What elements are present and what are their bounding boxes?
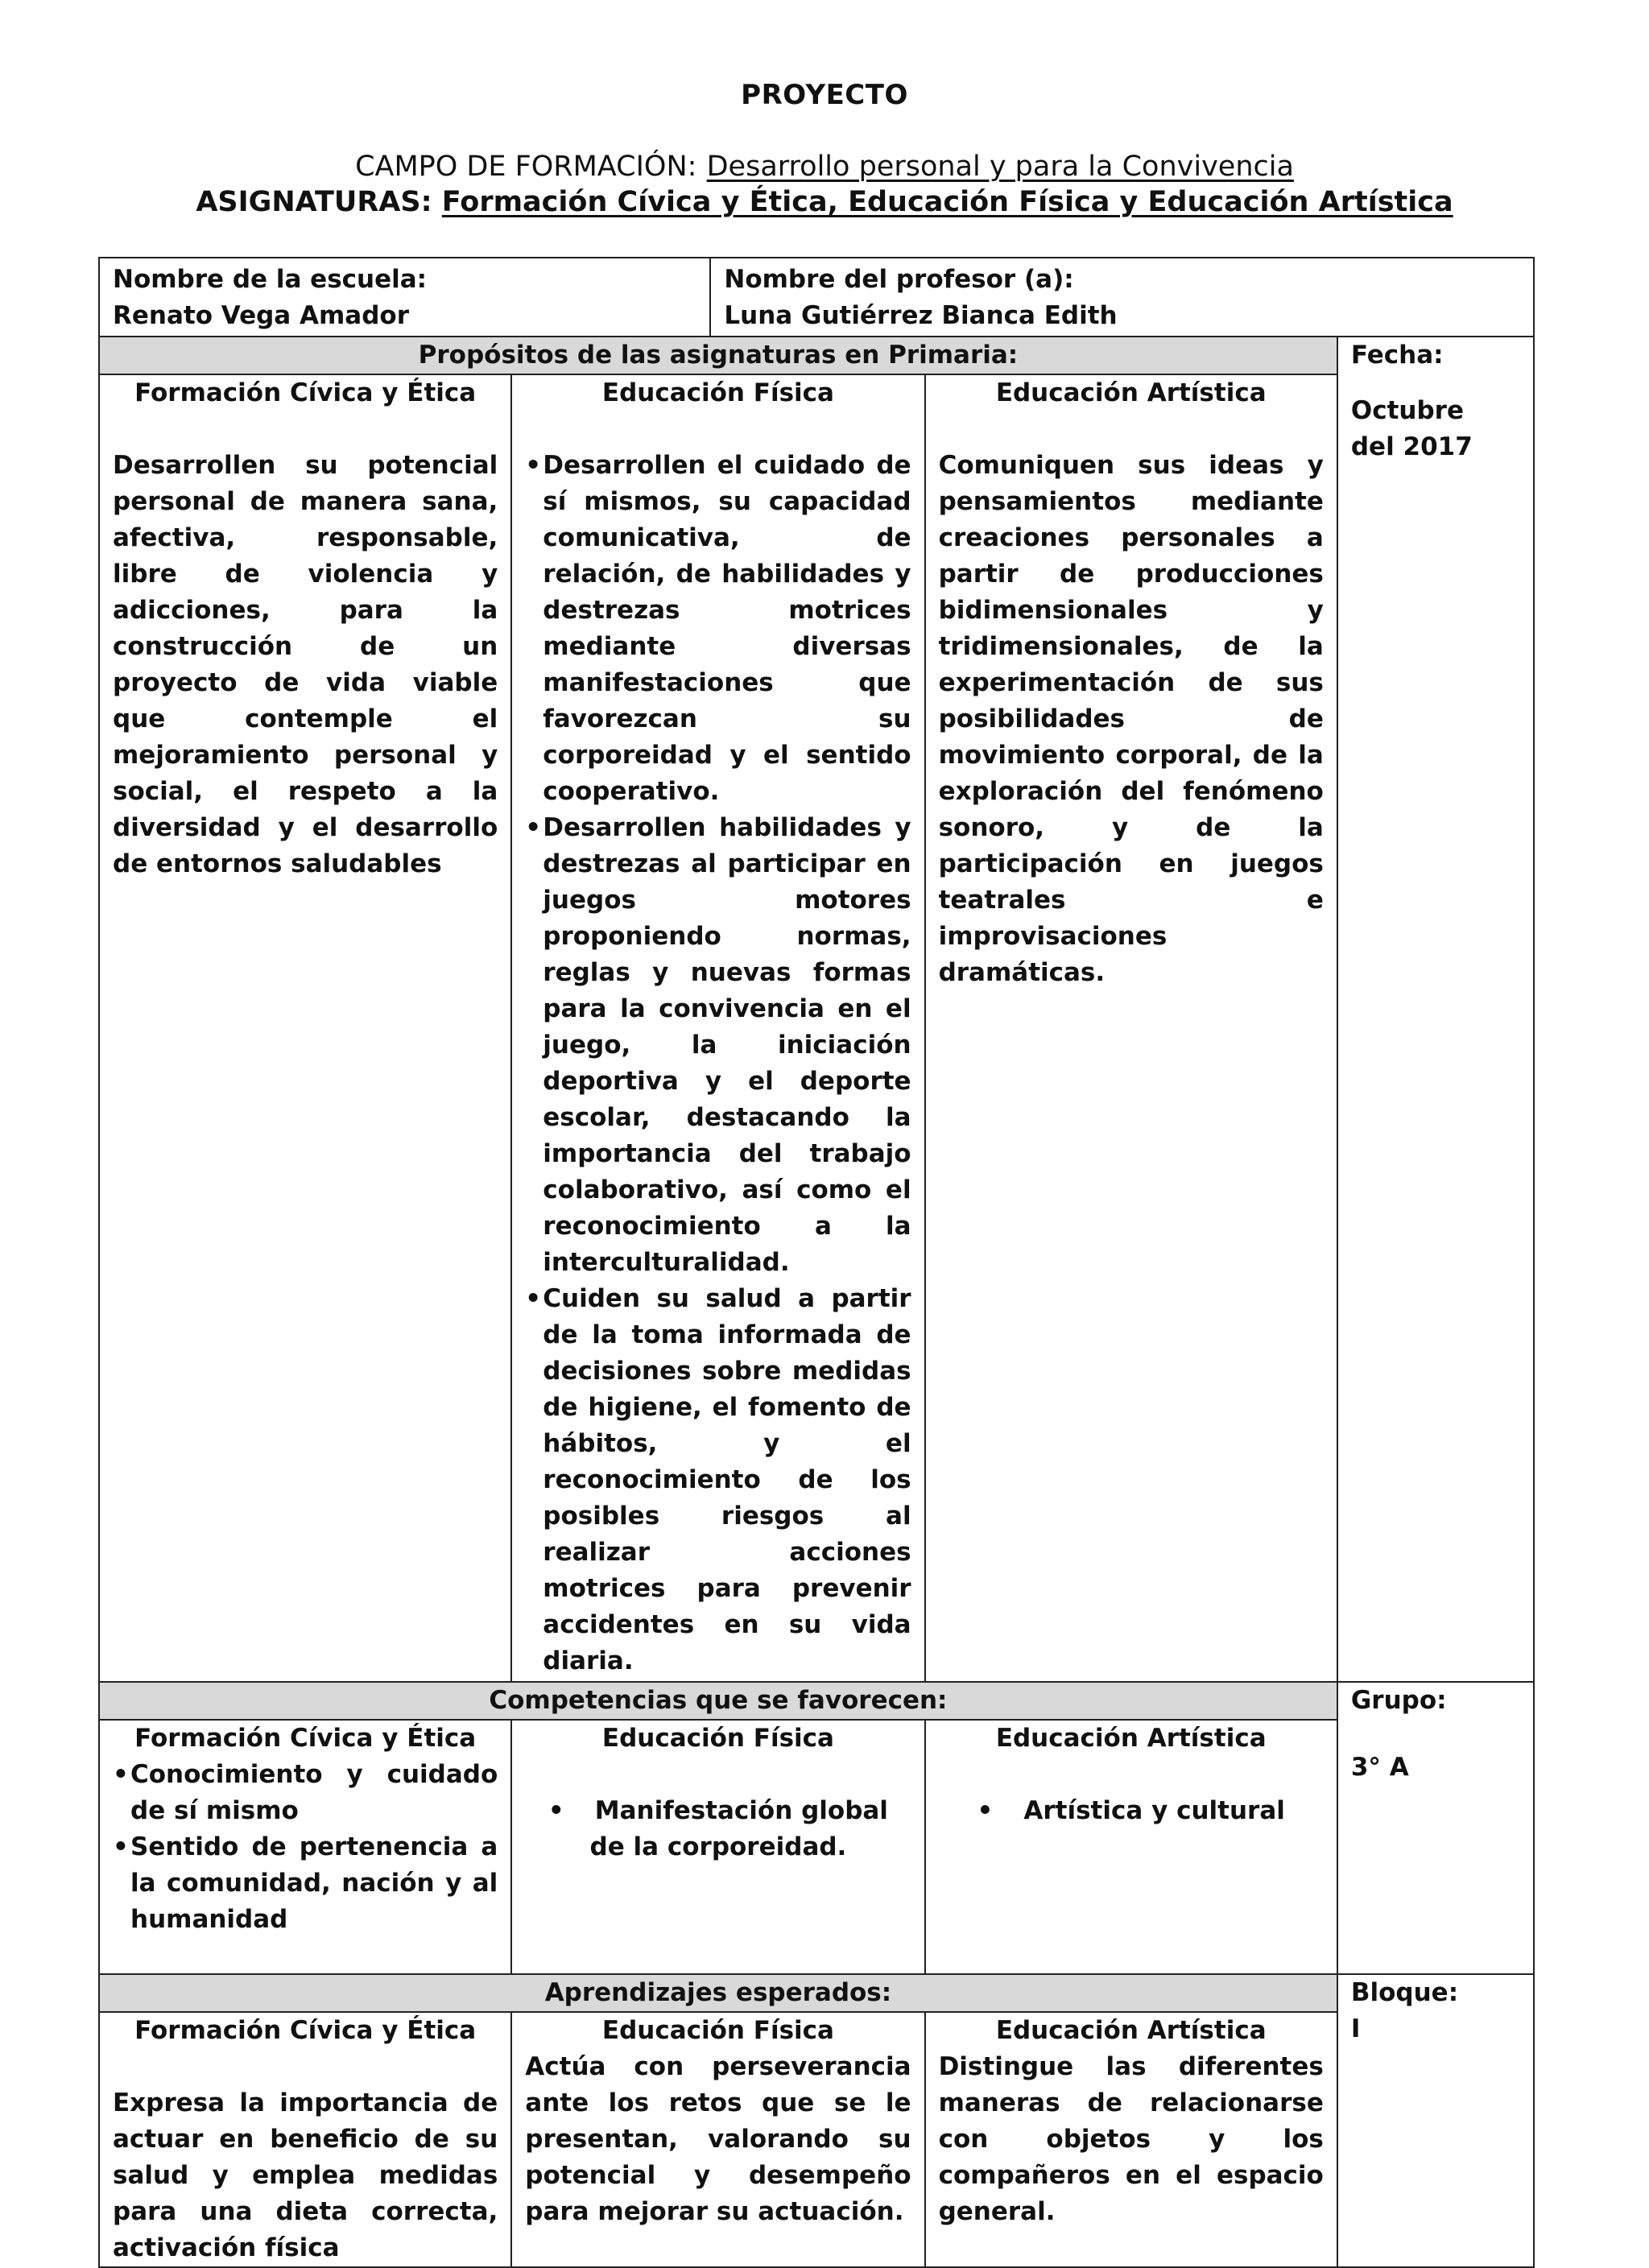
school-label: Nombre de la escuela: (113, 265, 428, 294)
list-item: • Desarrollen el cuidado de sí mismos, su capacidad comunicativa, de relación, de habilidades y destrezas motrices mediante diversas manifestaciones que favorezcan su corporeidad y el sentido cooperativo. (525, 448, 911, 810)
competencias-fisica-list (525, 1793, 911, 1865)
campo-de-formacion-line (0, 151, 1649, 183)
bloque-cell (1337, 1974, 1534, 2267)
school-cell (99, 258, 710, 337)
list-item: • Sentido de pertenencia a la comunidad, nación y al humanidad (113, 1829, 498, 1938)
artistica-heading: Educación Artística (995, 378, 1267, 407)
propositos-fisica-list (525, 448, 911, 1679)
aprendizajes-fisica-text: Actúa con perseverancia ante los retos que se le presentan, valorando su potencial y desempeño para mejorar su actuación. (525, 2052, 911, 2226)
fecha-value: Octubre del 2017 (1350, 396, 1473, 461)
artistica-heading: Educación Artística (995, 1724, 1267, 1753)
campo-label: CAMPO DE FORMACIÓN: (355, 151, 697, 183)
campo-value: Desarrollo personal y para la Convivencia (706, 151, 1294, 183)
aprendizajes-heading: Aprendizajes esperados: (99, 1974, 1337, 2012)
fecha-cell (1337, 337, 1534, 1682)
list-item: • Artística y cultural (939, 1793, 1324, 1829)
grupo-label: Grupo: (1350, 1686, 1447, 1715)
competencias-artistica-cell (925, 1720, 1337, 1974)
asignaturas-label: ASIGNATURAS: (196, 186, 432, 218)
teacher-value: Luna Gutiérrez Bianca Edith (724, 301, 1118, 330)
teacher-cell (710, 258, 1534, 337)
grupo-value: 3° A (1350, 1753, 1409, 1782)
aprendizajes-artistica-text: Distingue las diferentes maneras de relacionarse con objetos y los compañeros en el espacio general. (938, 2052, 1324, 2226)
competencias-civica-cell (99, 1720, 511, 1974)
project-table (98, 257, 1535, 2268)
document-title: PROYECTO (741, 79, 908, 111)
propositos-heading: Propósitos de las asignaturas en Primaria: (99, 337, 1337, 374)
competencias-content-row (99, 1720, 1534, 1974)
competencias-heading: Competencias que se favorecen: (99, 1682, 1337, 1720)
fecha-label: Fecha: (1350, 341, 1444, 370)
aprendizajes-fisica-cell (511, 2012, 924, 2267)
fisica-heading: Educación Física (601, 1724, 834, 1753)
civica-heading: Formación Cívica y Ética (134, 1724, 477, 1753)
grupo-cell (1337, 1682, 1534, 1974)
aprendizajes-content-row (99, 2012, 1534, 2267)
info-row (99, 258, 1534, 337)
propositos-artistica-text: Comuniquen sus ideas y pensamientos mediante creaciones personales a partir de producciones bidimensionales y tridimensionales, de la experimentación de sus posibilidades de movimiento corporal, de la exploración del fenómeno sonoro, y de la participación en juegos teatrales e improvisaciones dramáticas. (938, 451, 1324, 987)
propositos-civica-text: Desarrollen su potencial personal de manera sana, afectiva, responsable, libre de violencia y adicciones, para la construcción de un proyecto de vida viable que contemple el mejoramiento personal y social, el respeto a la diversidad y el desarrollo de entornos saludables (113, 451, 498, 878)
civica-heading: Formación Cívica y Ética (134, 378, 477, 407)
civica-heading: Formación Cívica y Ética (134, 2016, 477, 2045)
fisica-heading: Educación Física (601, 378, 834, 407)
aprendizajes-civica-text: Expresa la importancia de actuar en beneficio de su salud y emplea medidas para una dieta correcta, activación física (113, 2088, 498, 2262)
propositos-heading-row (99, 337, 1534, 374)
propositos-civica-cell (99, 374, 511, 1682)
school-value: Renato Vega Amador (113, 301, 410, 330)
aprendizajes-civica-cell (99, 2012, 511, 2267)
list-item: • Desarrollen habilidades y destrezas al participar en juegos motores proponiendo normas, reglas y nuevas formas para la convivencia en el juego, la iniciación deportiva y el deporte escolar, destacando la importancia del trabajo colaborativo, así como el reconocimiento a la interculturalidad. (525, 810, 911, 1281)
aprendizajes-heading-row (99, 1974, 1534, 2012)
propositos-fisica-cell (511, 374, 924, 1682)
aprendizajes-artistica-cell (925, 2012, 1337, 2267)
list-item: • Cuiden su salud a partir de la toma informada de decisiones sobre medidas de higiene, el fomento de hábitos, y el reconocimiento de los posibles riesgos al realizar acciones motrices para prevenir accidentes en su vida diaria. (525, 1281, 911, 1679)
artistica-heading: Educación Artística (995, 2016, 1267, 2045)
bloque-value: I (1350, 2014, 1361, 2043)
competencias-civica-list (113, 1757, 498, 1938)
list-item: • Conocimiento y cuidado de sí mismo (113, 1757, 498, 1829)
competencias-fisica-cell (511, 1720, 924, 1974)
propositos-artistica-cell (925, 374, 1337, 1682)
asignaturas-value: Formación Cívica y Ética, Educación Física y Educación Artística (441, 186, 1453, 218)
bloque-label: Bloque: (1350, 1978, 1459, 2007)
propositos-content-row (99, 374, 1534, 1682)
fisica-heading: Educación Física (601, 2016, 834, 2045)
competencias-heading-row (99, 1682, 1534, 1720)
list-item: • Manifestación global de la corporeidad. (541, 1793, 895, 1865)
competencias-artistica-list (939, 1793, 1324, 1829)
teacher-label: Nombre del profesor (a): (724, 265, 1074, 294)
asignaturas-line (0, 186, 1649, 218)
